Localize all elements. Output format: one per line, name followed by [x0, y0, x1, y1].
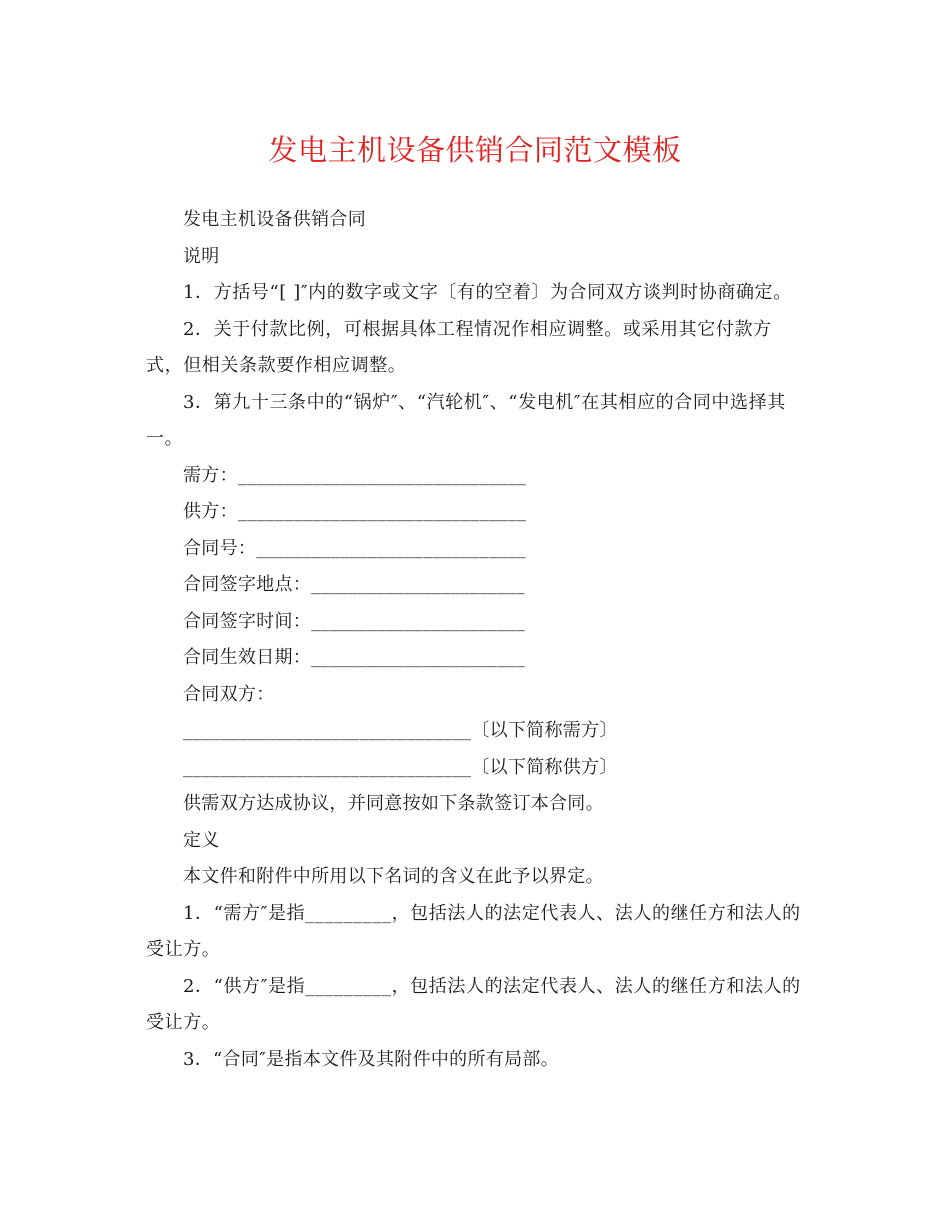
definitions-intro: 本文件和附件中所用以下名词的含义在此予以界定。 [183, 866, 604, 887]
buyer-field: 需方：_______________________________ [183, 464, 527, 486]
party-buyer-line: _______________________________〔以下简称需方〕 [183, 720, 618, 741]
definition-2: 2．“供方″是指_________，包括法人的法定代表人、法人的继任方和法人的受让方。 [146, 975, 801, 1033]
document-body [146, 202, 806, 1078]
supplier-field: 供方：_______________________________ [183, 501, 527, 522]
signing-place-field: 合同签字地点：_______________________ [183, 574, 525, 595]
parties-heading: 合同双方： [183, 683, 275, 705]
contract-number-field: 合同号：_____________________________ [183, 537, 526, 559]
note-3: 3．第九十三条中的“锅炉″、“汽轮机″、“发电机″在其相应的合同中选择其一。 [146, 391, 786, 449]
note-1: 1．方括号“[ ]″内的数字或文字〔有的空着〕为合同双方谈判时协商确定。 [183, 282, 792, 303]
contract-subtitle: 发电主机设备供销合同 [183, 209, 366, 230]
definition-1: 1．“需方″是指_________，包括法人的法定代表人、法人的继任方和法人的受让方。 [146, 902, 801, 960]
signing-time-field: 合同签字时间：_______________________ [183, 610, 525, 632]
explanation-heading: 说明 [183, 245, 220, 267]
effective-date-field: 合同生效日期：_______________________ [183, 647, 525, 668]
note-2: 2．关于付款比例，可根据具体工程情况作相应调整。或采用其它付款方式，但相关条款要作相应调整。 [146, 318, 772, 376]
document-title: 发电主机设备供销合同范文模板 [268, 133, 682, 167]
definitions-heading: 定义 [183, 829, 220, 851]
definition-3: 3．“合同″是指本文件及其附件中的所有局部。 [183, 1048, 559, 1070]
party-supplier-line: _______________________________〔以下简称供方〕 [183, 756, 618, 778]
agreement-text: 供需双方达成协议，并同意按如下条款签订本合同。 [183, 793, 604, 814]
